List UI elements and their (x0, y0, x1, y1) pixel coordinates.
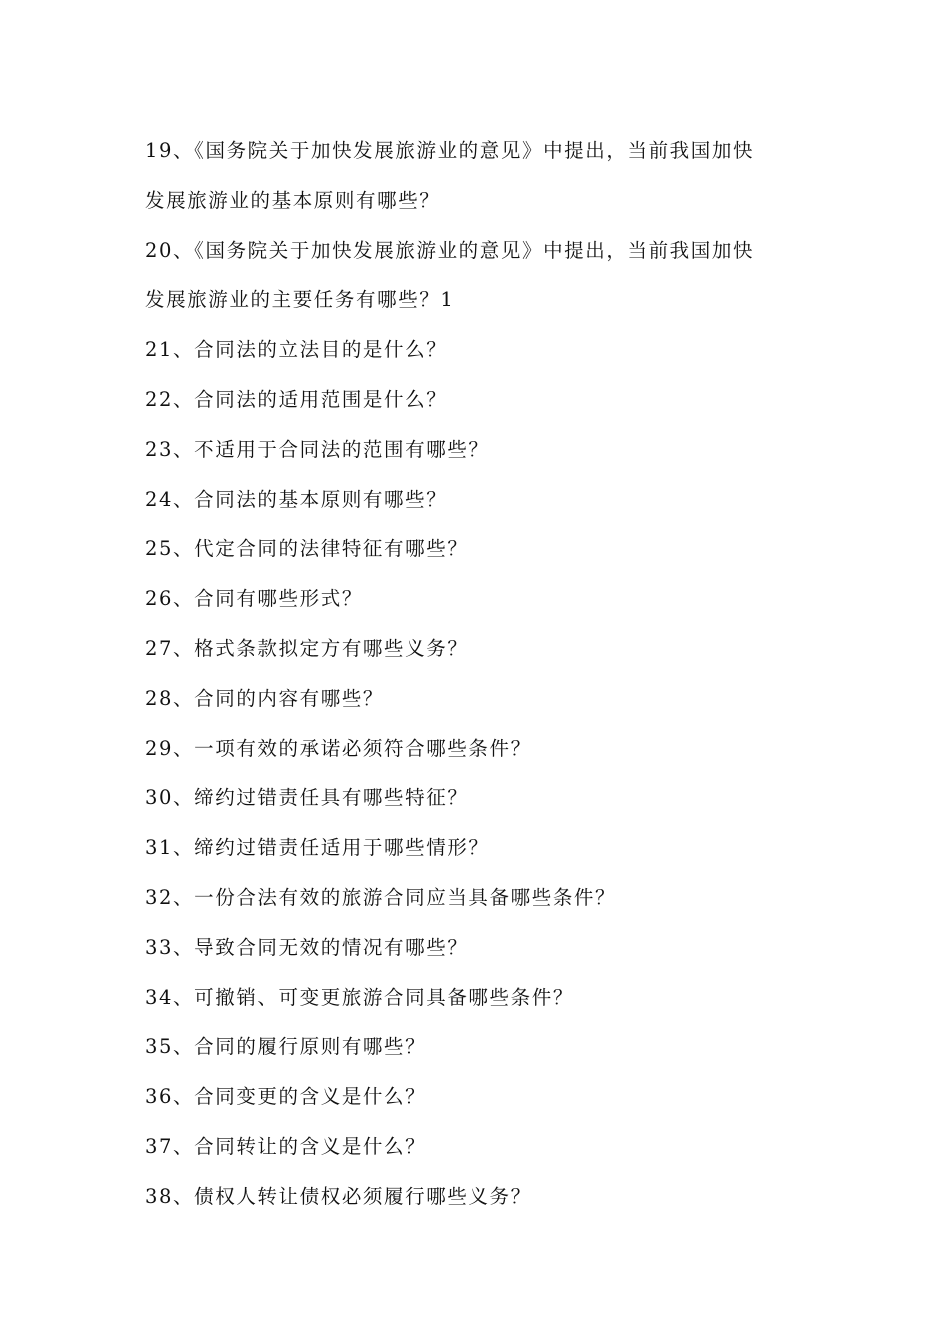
question-19-line-2: 发展旅游业的基本原则有哪些？ (145, 188, 441, 212)
question-20-line-2: 发展旅游业的主要任务有哪些？1 (145, 288, 455, 312)
question-23: 23、不适用于合同法的范围有哪些？ (145, 437, 490, 461)
question-20-line-1: 20、《国务院关于加快发展旅游业的意见》中提出，当前我国加快 (145, 238, 755, 262)
question-38: 38、债权人转让债权必须履行哪些义务？ (145, 1184, 532, 1208)
question-29: 29、一项有效的承诺必须符合哪些条件？ (145, 736, 532, 760)
question-19-line-1: 19、《国务院关于加快发展旅游业的意见》中提出，当前我国加快 (145, 139, 755, 162)
question-33: 33、导致合同无效的情况有哪些？ (145, 935, 469, 959)
question-31: 31、缔约过错责任适用于哪些情形？ (145, 836, 490, 860)
question-32: 32、一份合法有效的旅游合同应当具备哪些条件？ (145, 885, 617, 909)
question-22: 22、合同法的适用范围是什么？ (145, 387, 448, 411)
document-page (145, 126, 805, 1222)
question-27: 27、格式条款拟定方有哪些义务？ (145, 636, 469, 660)
question-35: 35、合同的履行原则有哪些？ (145, 1035, 427, 1059)
question-28: 28、合同的内容有哪些？ (145, 686, 385, 710)
question-25: 25、代定合同的法律特征有哪些？ (145, 537, 469, 561)
question-21: 21、合同法的立法目的是什么？ (145, 338, 448, 362)
question-37: 37、合同转让的含义是什么？ (145, 1134, 427, 1158)
question-26: 26、合同有哪些形式？ (145, 587, 363, 611)
question-24: 24、合同法的基本原则有哪些？ (145, 487, 448, 511)
question-34: 34、可撤销、可变更旅游合同具备哪些条件？ (145, 985, 574, 1009)
question-36: 36、合同变更的含义是什么？ (145, 1085, 427, 1109)
question-30: 30、缔约过错责任具有哪些特征？ (145, 786, 469, 810)
